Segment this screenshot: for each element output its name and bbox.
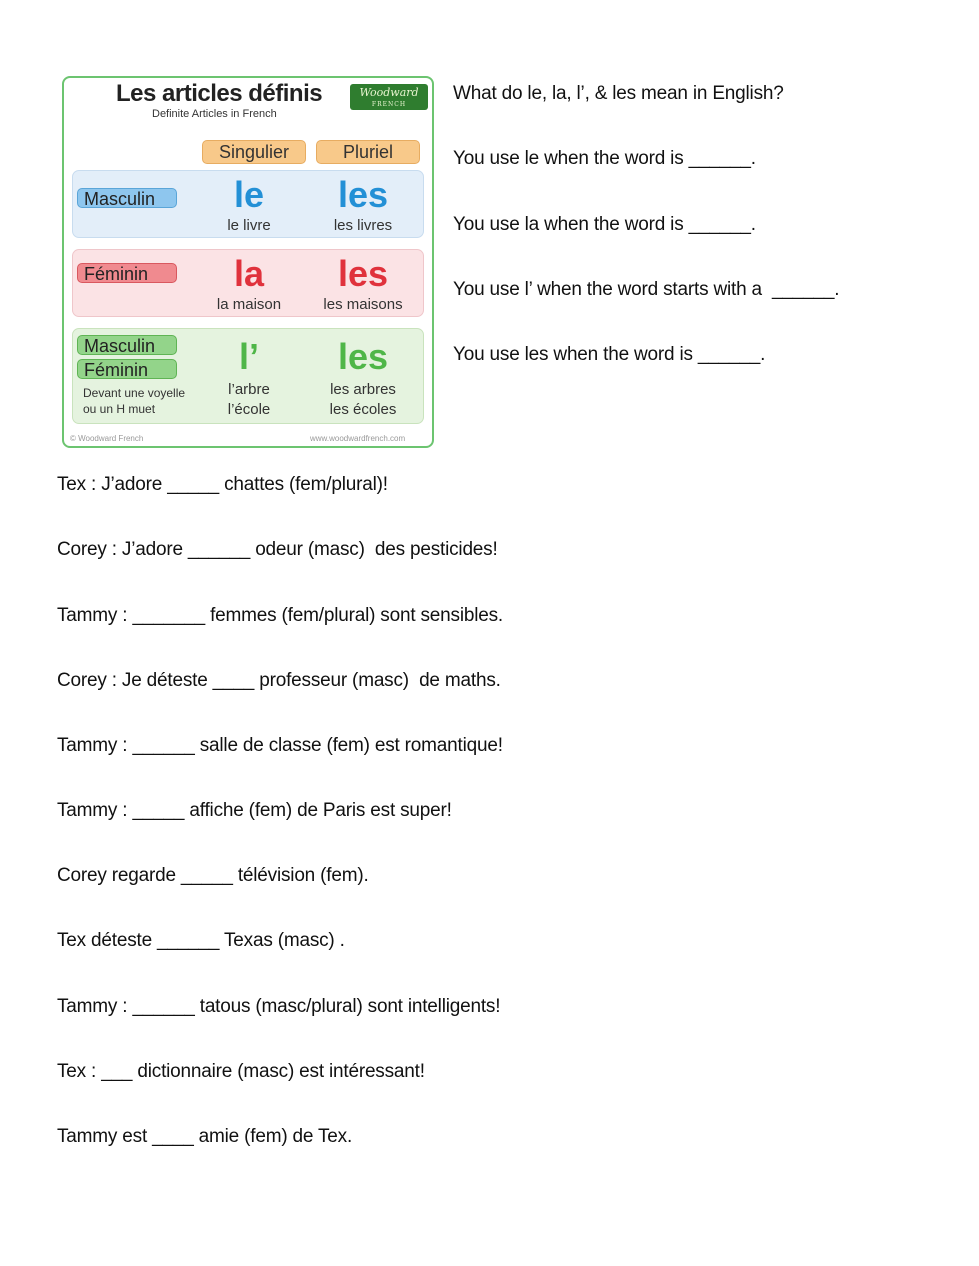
example-lecole: l’école [227,401,271,418]
label-masculin-vowel: Masculin [77,335,177,355]
exercise-11: Tammy est ____ amie (fem) de Tex. [57,1126,353,1147]
example-les-arbres: les arbres [330,381,396,398]
example-les-ecoles: les écoles [329,401,397,418]
example-les-maisons: les maisons [323,296,403,313]
question-l-apostrophe: You use l’ when the word starts with a ______. [453,279,840,300]
article-les-fem: les [337,253,389,294]
header-plural: Pluriel [316,140,420,164]
exercise-1: Tex : J’adore _____ chattes (fem/plural)! [57,474,388,495]
exercise-6: Tammy : _____ affiche (fem) de Paris est super! [57,800,452,821]
logo-subtext: FRENCH [371,101,407,108]
example-larbre: l’arbre [228,381,270,398]
exercise-5: Tammy : ______ salle de classe (fem) est romantique! [57,735,503,756]
article-l-apostrophe: l’ [238,336,259,377]
exercise-9: Tammy : ______ tatous (masc/plural) sont intelligents! [57,996,501,1017]
chart-title: Les articles définis [116,80,323,107]
chart-subtitle: Definite Articles in French [152,108,277,120]
question-la: You use la when the word is ______. [453,214,756,235]
exercise-3: Tammy : _______ femmes (fem/plural) sont sensibles. [57,605,503,626]
label-feminin: Féminin [77,263,177,283]
example-les-livres: les livres [333,217,393,234]
exercise-8: Tex déteste ______ Texas (masc) . [57,930,345,951]
note-vowel: Devant une voyelle [83,386,186,400]
exercise-2: Corey : J’adore ______ odeur (masc) des pesticides! [57,539,498,560]
question-meaning: What do le, la, l’, & les mean in English? [453,83,784,104]
exercise-10: Tex : ___ dictionnaire (masc) est intéressant! [57,1061,425,1082]
question-les: You use les when the word is ______. [453,344,766,365]
article-les-masc: les [337,174,389,215]
logo-text: Woodward [359,86,419,99]
article-les-vowel: les [337,336,389,377]
woodward-logo [350,84,428,110]
article-le: le [233,174,265,215]
label-masculin: Masculin [77,188,177,208]
question-le: You use le when the word is ______. [453,148,756,169]
exercise-7: Corey regarde _____ télévision (fem). [57,865,369,886]
row-feminine [72,249,424,317]
header-singular: Singulier [202,140,306,164]
article-la: la [233,253,265,294]
example-la-maison: la maison [216,296,282,313]
definite-articles-chart [62,76,434,448]
footer-copyright: © Woodward French [70,434,144,443]
exercise-4: Corey : Je déteste ____ professeur (masc) de maths. [57,670,501,691]
note-h-muet: ou un H muet [83,402,156,416]
example-le-livre: le livre [227,217,271,234]
row-masculine [72,170,424,238]
footer-website: www.woodwardfrench.com [310,434,406,443]
row-vowel [72,328,424,424]
label-feminin-vowel: Féminin [77,359,177,379]
